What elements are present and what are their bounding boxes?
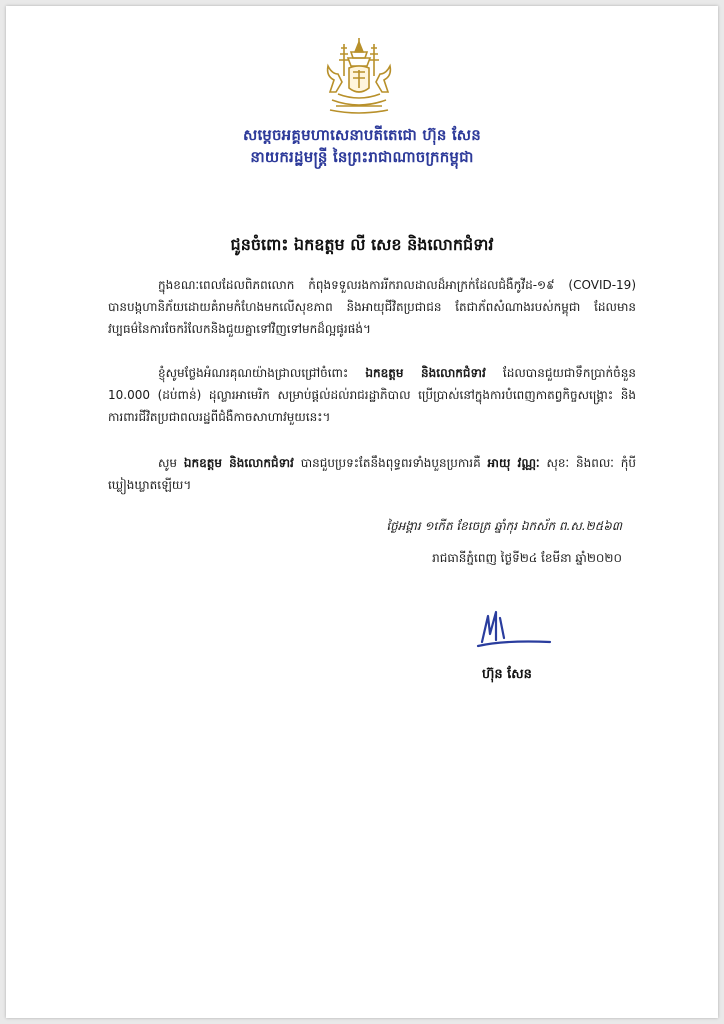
letter-page: [6, 6, 718, 1018]
paragraph-1: [108, 274, 636, 340]
paragraph-2-part2: ដែលបានជួយជាទឹកប្រាក់ចំនួន 10.000 (ដប់ពាន់) ដុល្លារអាមេរិក សម្រាប់ផ្តល់ដល់រាជរដ្ឋាភិបាល ប្រើប្រាស់នៅក្នុងការបំពេញកាតព្វកិច្ចសង្គ្រោះ និងការពារជីវិតប្រជាពលរដ្ឋពីជំងឺកាចសាហាវមួយនេះ។: [108, 366, 637, 424]
handwritten-signature: [474, 606, 554, 656]
signer-name: ហ៊ុន សែន: [482, 667, 532, 682]
paragraph-2-names: ឯកឧត្តម និងលោកជំទាវ: [365, 366, 486, 380]
salutation: ជូនចំពោះ ឯកឧត្តម លី សេខ និងលោកជំទាវ: [230, 235, 494, 254]
paragraph-1-text: ក្នុងខណៈពេលដែលពិភពលោក កំពុងទទួលរងការរីករាលដាលដ៏អាក្រក់ដែលជំងឺកូវីដ-១៩ (COVID-19) បានបង្កហានិភ័យដោយគំរាមកំហែងមកលើសុខភាព និងអាយុជីវិតប្រជាជន តែជាភ័ពសំណាងរបស់កម្ពុជា ដែលមានវប្បធម៌នៃការចែករំលែកនិងជួយគ្នាទៅវិញទៅមកដ៏ល្អផូរផង់។: [108, 278, 636, 336]
letter-header: [6, 124, 718, 168]
sender-title: សម្ដេចអគ្គមហាសេនាបតីតេជោ ហ៊ុន សែន: [243, 126, 481, 144]
lunar-date: ថ្ងៃអង្គារ ១កើត ខែចេត្រ ឆ្នាំកុរ ឯកស័ក ព.ស.២៥៦៣: [386, 519, 622, 533]
solar-date: រាជធានីភ្នំពេញ ថ្ងៃទី២៤ ខែមីនា ឆ្នាំ២០២០: [432, 551, 622, 565]
paragraph-3-blessings: អាយុ វណ្ណៈ: [487, 456, 540, 470]
paragraph-3: [108, 452, 636, 496]
paragraph-3-part2: បានជួបប្រទះតែនឹងពុទ្ធពរទាំងបួនប្រការគឺ: [293, 456, 488, 470]
paragraph-2-part1: ខ្ញុំសូមថ្លែងអំណរគុណយ៉ាងជ្រាលជ្រៅចំពោះ: [158, 366, 366, 380]
sender-position: នាយករដ្ឋមន្ត្រី នៃព្រះរាជាណាចក្រកម្ពុជា: [250, 148, 474, 166]
paragraph-2: [108, 362, 636, 428]
royal-coat-of-arms-icon: [318, 36, 400, 116]
paragraph-3-names: ឯកឧត្តម និងលោកជំទាវ: [183, 456, 294, 470]
paragraph-3-part3: សុខៈ និងពលៈ កុំបីឃ្លៀងឃ្លាតឡើយ។: [108, 456, 636, 492]
paragraph-3-part1: សូម: [158, 456, 184, 470]
